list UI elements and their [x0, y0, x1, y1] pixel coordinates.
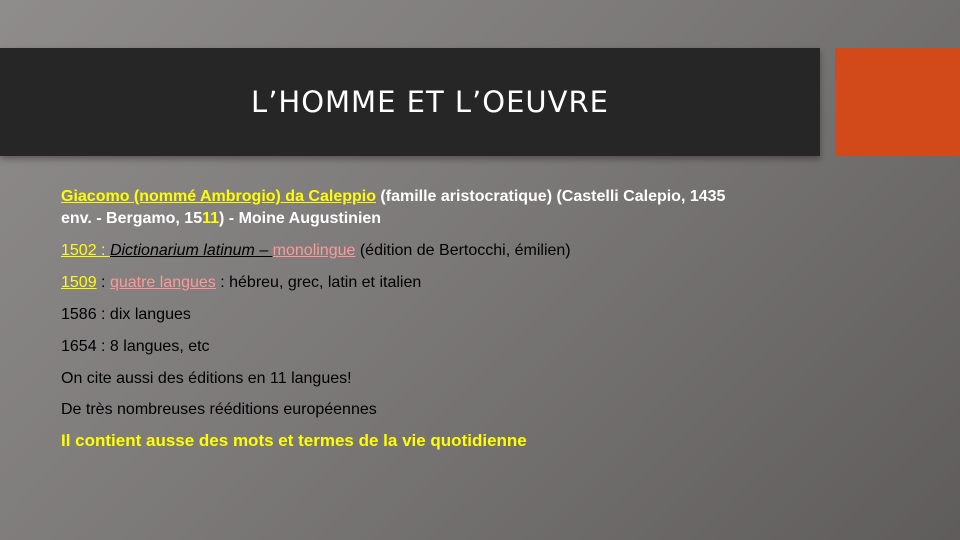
paragraph-vie-quotidienne: Il contient ausse des mots et termes de la vie quotidienne — [61, 431, 527, 450]
author-death-digits: 11 — [202, 210, 220, 227]
slide-title: L’HOMME ET L’OEUVRE — [251, 85, 609, 119]
paragraph-1509: 1509 : quatre langues : hébreu, grec, latin et italien — [61, 274, 422, 291]
monolingue-label: monolingue — [272, 242, 356, 259]
year-1509: 1509 — [61, 274, 97, 291]
paragraph-author — [61, 186, 821, 230]
year-1502: 1502 — [61, 242, 97, 259]
paragraph-1502: 1502 : Dictionarium latinum – monolingue (édition de Bertocchi, émilien) — [61, 242, 571, 259]
paragraph-1586: 1586 : dix langues — [61, 306, 191, 323]
edition-note: (édition de Bertocchi, émilien) — [355, 242, 571, 259]
author-dates-start: env. - Bergamo, 15 — [61, 210, 203, 227]
paragraph-reeditions: De très nombreuses rééditions européennes — [61, 401, 377, 418]
title-bar — [0, 48, 820, 156]
paragraph-11-langues: On cite aussi des éditions en 11 langues! — [61, 370, 352, 387]
languages-list: : hébreu, grec, latin et italien — [215, 274, 422, 291]
paragraph-1654: 1654 : 8 langues, etc — [61, 338, 210, 355]
accent-block — [835, 48, 960, 156]
author-name: Giacomo (nommé Ambrogio) da Caleppio — [61, 188, 376, 205]
dictionarium-title: Dictionarium latinum — [109, 242, 255, 259]
author-dates-end: ) - Moine Augustinien — [219, 210, 382, 227]
quatre-langues-label: quatre langues — [109, 274, 216, 291]
author-origin: (famille aristocratique) (Castelli Calepio, 1435 — [375, 188, 726, 205]
